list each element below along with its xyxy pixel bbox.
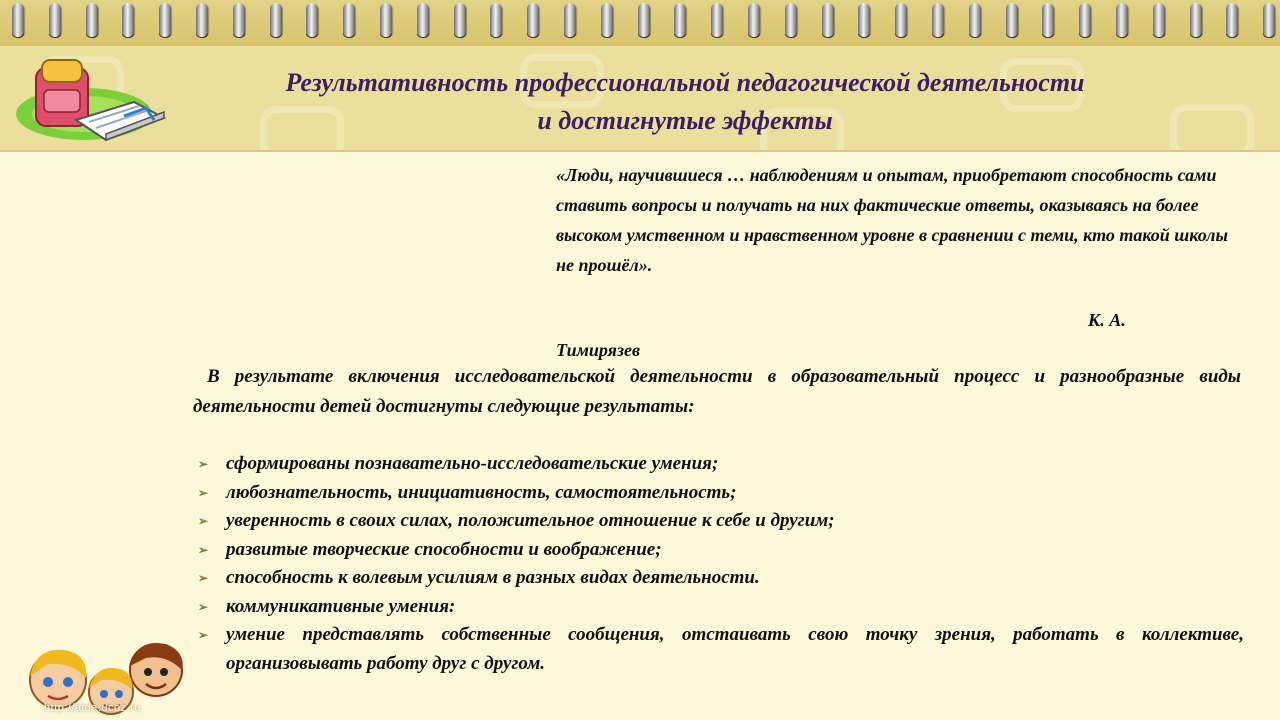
notebook-ring [86,3,98,37]
notebook-ring [306,3,318,37]
notebook-ring [564,3,576,37]
notebook-ring [12,3,24,37]
notebook-ring-band [0,0,1280,48]
list-item: ➢ умение представлять собственные сообщения, отстаивать свою точку зрения, работать в коллективе, организовывать работу друг с другом. [196,621,1244,678]
arrow-bullet-icon: ➢ [198,571,209,585]
notebook-ring [1042,3,1054,37]
notebook-ring [270,3,282,37]
notebook-ring [1116,3,1128,37]
list-item: ➢ уверенность в своих силах, положительное отношение к себе и другим; [196,507,1244,536]
notebook-ring [822,3,834,37]
notebook-ring [233,3,245,37]
results-list [196,450,1244,678]
notebook-ring [1226,3,1238,37]
notebook-ring [674,3,686,37]
notebook-ring [1079,3,1091,37]
notebook-ring [122,3,134,37]
notebook-ring [858,3,870,37]
arrow-bullet-icon: ➢ [198,599,209,614]
notebook-ring [159,3,171,37]
quote-text: «Люди, научившиеся … наблюдениям и опытам, приобретают способность сами ставить вопросы и получать на них фактические ответы, оказываясь на более высоком умственном и нравственном уровне в сравнении с теми, кто такой школы не прошёл». [556,165,1228,275]
header [0,46,1280,152]
quote-author-surname: Тимирязев [556,340,641,360]
notebook-ring [748,3,760,37]
notebook-ring [527,3,539,37]
notebook-ring [1263,3,1275,37]
notebook-ring [638,3,650,37]
arrow-bullet-icon: ➢ [198,485,209,500]
notebook-ring [785,3,797,37]
notebook-ring [1153,3,1165,37]
intro-paragraph: В результате включения исследовательской деятельности в образовательный процесс и разнообразные виды деятельности детей достигнуты следующие результаты: [193,366,1241,417]
notebook-ring [380,3,392,37]
list-item: ➢ способность к волевым усилиям в разных видах деятельности. [196,564,1244,593]
epigraph-quote [556,160,1242,280]
list-item: ➢ сформированы познавательно-исследовательские умения; [196,450,1244,479]
list-item: ➢ коммуникативные умения: [196,593,1244,622]
footer-url: http://aida.ucoz.ru [44,702,141,714]
arrow-bullet-icon: ➢ [198,514,209,528]
list-item: ➢ развитые творческие способности и воображение; [196,536,1244,565]
arrow-bullet-icon: ➢ [198,628,209,642]
quote-author-initials: К. А. [1088,310,1126,330]
notebook-ring [343,3,355,37]
arrow-bullet-icon: ➢ [198,457,209,471]
notebook-ring [969,3,981,37]
notebook-ring [417,3,429,37]
notebook-ring [49,3,61,37]
list-item: ➢ любознательность, инициативность, самостоятельность; [196,479,1244,508]
title-line-1: Результативность профессиональной педагогической деятельности [285,68,1085,97]
title-line-2: и достигнутые эффекты [537,106,833,135]
notebook-ring [454,3,466,37]
notebook-ring [711,3,723,37]
arrow-bullet-icon: ➢ [198,542,209,557]
notebook-ring [932,3,944,37]
notebook-ring [196,3,208,37]
notebook-ring [895,3,907,37]
page-title [150,64,1220,140]
notebook-ring [1190,3,1202,37]
notebook-ring [1006,3,1018,37]
notebook-ring [490,3,502,37]
notebook-ring [601,3,613,37]
